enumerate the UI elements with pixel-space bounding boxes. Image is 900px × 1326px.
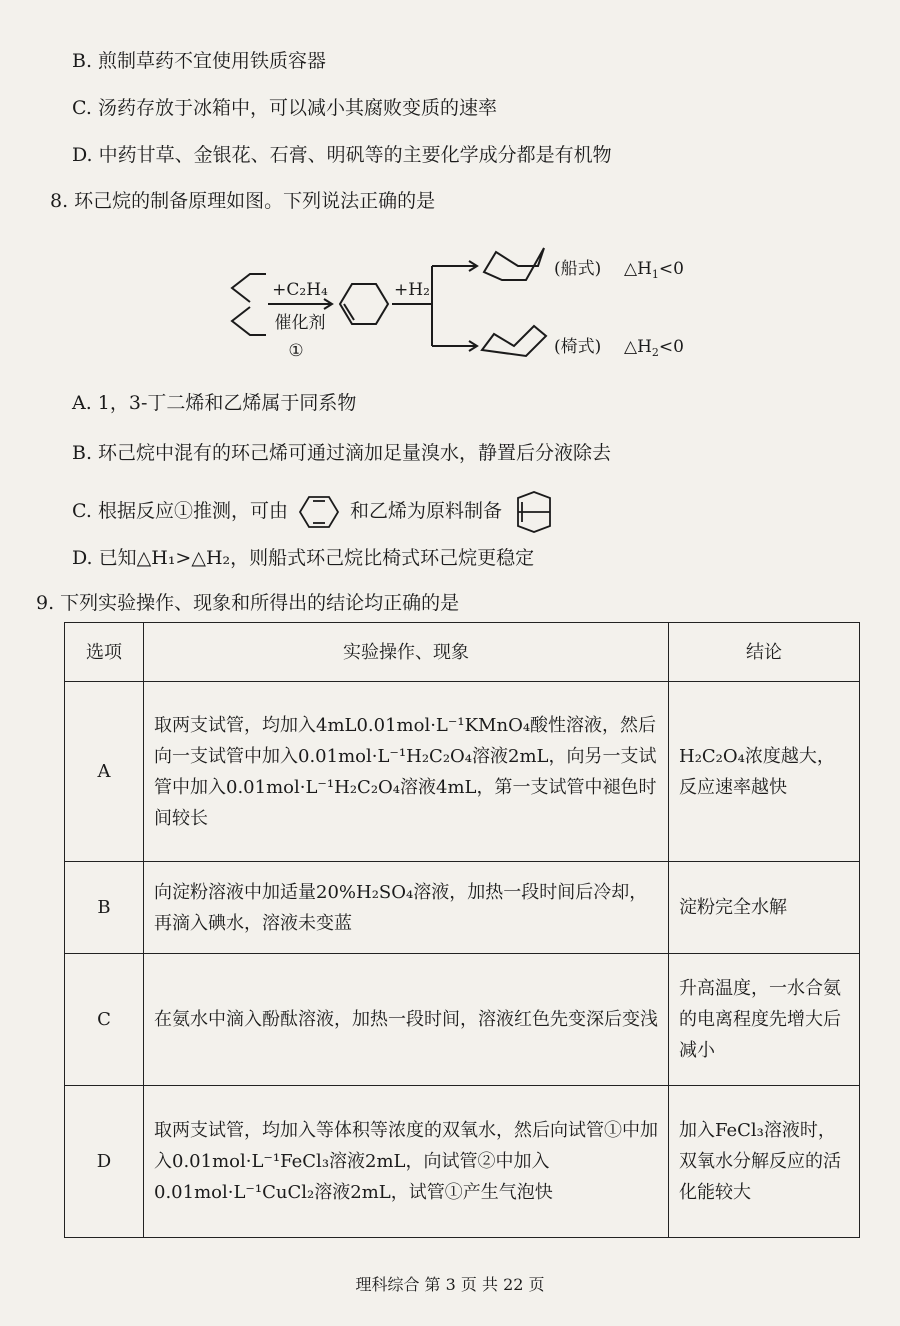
table-row [65, 1086, 860, 1238]
q8-stem: 8. 环己烷的制备原理如图。下列说法正确的是 [50, 190, 436, 212]
reagent-ethylene: +C₂H₄ [272, 280, 328, 300]
bicyclooctene-structure [508, 490, 560, 534]
header-conclusion: 结论 [669, 623, 860, 682]
boat-label: (船式) [554, 259, 602, 279]
reagent-hydrogen: +H₂ [394, 280, 430, 300]
butadiene-structure [232, 274, 266, 302]
table-row [65, 682, 860, 862]
q8-option-c-middle: 和乙烯为原料制备 [350, 500, 503, 522]
row-conclusion: 淀粉完全水解 [669, 862, 860, 954]
boat-cyclohexane-structure [484, 248, 544, 280]
row-option: C [65, 954, 144, 1086]
chair-label: (椅式) [554, 337, 602, 357]
chair-cyclohexane-structure [482, 326, 546, 356]
q8-option-c [72, 490, 560, 534]
q7-option-c: C. 汤药存放于冰箱中，可以减小其腐败变质的速率 [72, 97, 497, 119]
delta-h1: $\triangle H_1<0$ [624, 259, 684, 281]
row-option: D [65, 1086, 144, 1238]
q7-option-d: D. 中药甘草、金银花、石膏、明矾等的主要化学成分都是有机物 [72, 144, 612, 166]
q8-option-c-prefix: C. 根据反应①推测，可由 [72, 500, 288, 522]
reaction-step-label: ① [288, 341, 304, 361]
row-operation: 取两支试管，均加入等体积等浓度的双氧水，然后向试管①中加入0.01mol·L⁻¹FeCl₃溶液2mL，向试管②中加入0.01mol·L⁻¹CuCl₂溶液2mL，试管①产生气泡快 [144, 1086, 669, 1238]
page-footer: 理科综合 第 3 页 共 22 页 [355, 1275, 545, 1294]
delta-h2: $\triangle H_2<0$ [624, 337, 684, 359]
cyclohexene-structure [340, 284, 388, 324]
row-conclusion: 升高温度，一水合氨的电离程度先增大后减小 [669, 954, 860, 1086]
row-operation: 在氨水中滴入酚酞溶液，加热一段时间，溶液红色先变深后变浅 [144, 954, 669, 1086]
header-option: 选项 [65, 623, 144, 682]
q8-option-b: B. 环己烷中混有的环己烯可通过滴加足量溴水，静置后分液除去 [72, 442, 612, 464]
q8-option-d: D. 已知△H₁>△H₂，则船式环己烷比椅式环己烷更稳定 [72, 547, 535, 569]
experiment-table [64, 622, 860, 1238]
table-row [65, 862, 860, 954]
row-conclusion: H₂C₂O₄浓度越大，反应速率越快 [669, 682, 860, 862]
table-header-row [65, 623, 860, 682]
row-operation: 取两支试管，均加入4mL0.01mol·L⁻¹KMnO₄酸性溶液，然后向一支试管中加入0.01mol·L⁻¹H₂C₂O₄溶液2mL，向另一支试管中加入0.01mol·L⁻¹H₂C₂O₄溶液4mL，第一支试管中褪色时间较长 [144, 682, 669, 862]
q7-option-b: B. 煎制草药不宜使用铁质容器 [72, 50, 327, 72]
row-option: B [65, 862, 144, 954]
row-option: A [65, 682, 144, 862]
cyclohexane-reaction-scheme [222, 222, 722, 382]
cyclohexadiene-structure [294, 492, 344, 532]
table-row [65, 954, 860, 1086]
q9-stem: 9. 下列实验操作、现象和所得出的结论均正确的是 [36, 592, 460, 614]
q8-option-a: A. 1，3-丁二烯和乙烯属于同系物 [72, 392, 357, 414]
catalyst-label: 催化剂 [274, 313, 326, 333]
row-conclusion: 加入FeCl₃溶液时，双氧水分解反应的活化能较大 [669, 1086, 860, 1238]
header-operation: 实验操作、现象 [144, 623, 669, 682]
row-operation: 向淀粉溶液中加适量20%H₂SO₄溶液，加热一段时间后冷却，再滴入碘水，溶液未变蓝 [144, 862, 669, 954]
